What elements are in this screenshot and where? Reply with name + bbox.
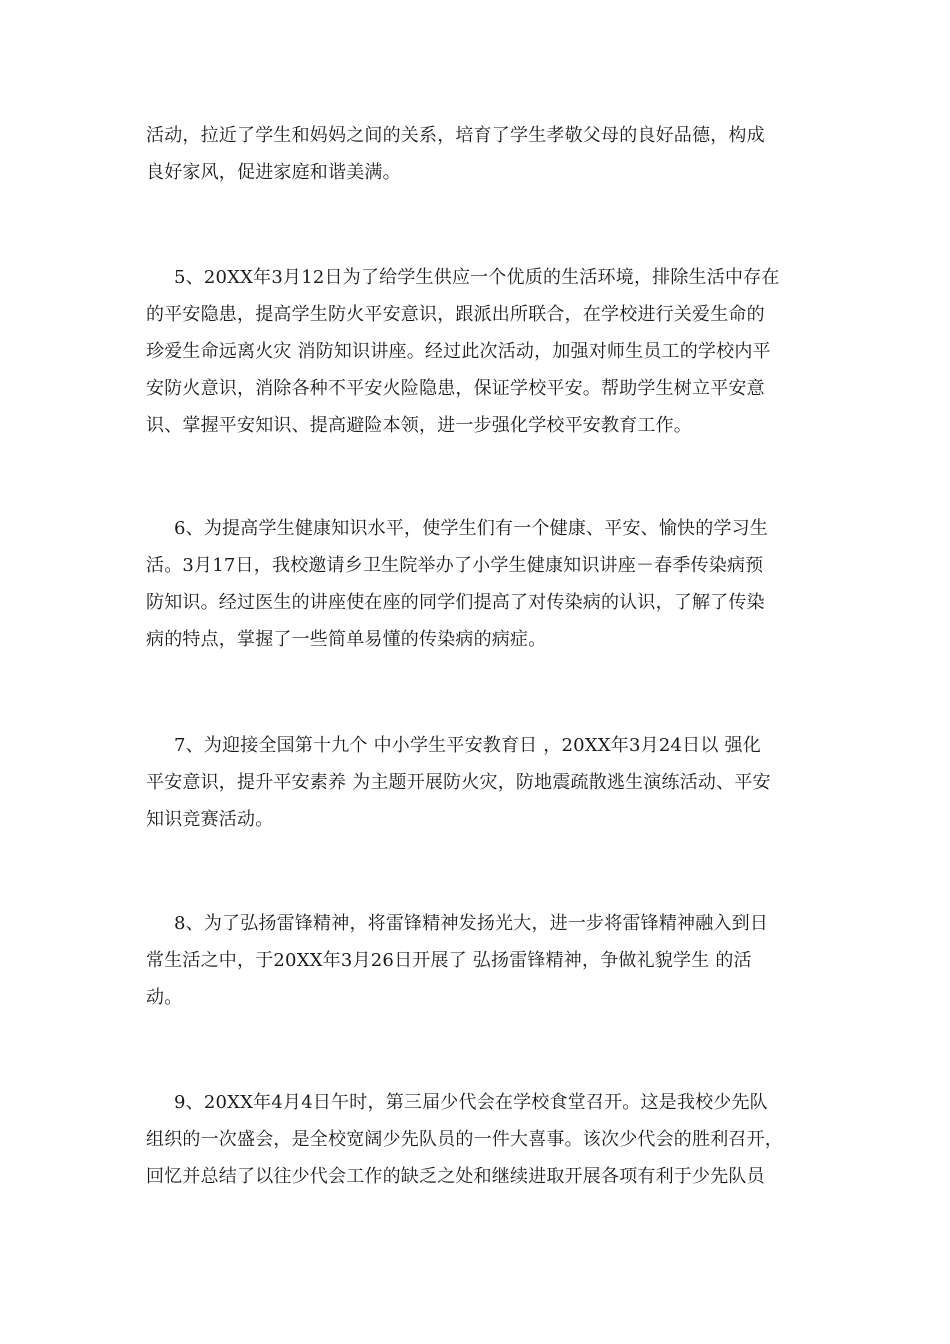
text-line: 良好家风，促进家庭和谐美满。 (146, 162, 401, 183)
text-line: 防知识。经过医生的讲座使在座的同学们提高了对传染病的认识，了解了传染 (146, 592, 765, 613)
paragraph-item-5 (146, 259, 806, 444)
paragraph-item-8 (146, 905, 806, 1016)
text-line: 组织的一次盛会，是全校宽阔少先队员的一件大喜事。该次少代会的胜利召开， (146, 1129, 783, 1150)
text-line: 7、为迎接全国第十九个 中小学生平安教育日 ，20XX年3月24日以 强化 (174, 735, 761, 756)
text-line: 5、20XX年3月12日为了给学生供应一个优质的生活环境，排除生活中存在 (174, 267, 780, 288)
paragraph-continuation (146, 117, 806, 191)
text-line: 的平安隐患，提高学生防火平安意识，跟派出所联合，在学校进行关爱生命的 (146, 304, 765, 325)
text-line: 知识竞赛活动。 (146, 809, 274, 830)
text-line: 9、20XX年4月4日午时，第三届少代会在学校食堂召开。这是我校少先队 (174, 1092, 768, 1113)
text-line: 回忆并总结了以往少代会工作的缺乏之处和继续进取开展各项有利于少先队员 (146, 1166, 765, 1187)
paragraph-item-6 (146, 510, 806, 658)
text-line: 珍爱生命远离火灾 消防知识讲座。经过此次活动，加强对师生员工的学校内平 (146, 341, 771, 362)
text-line: 平安意识，提升平安素养 为主题开展防火灾，防地震疏散逃生演练活动、平安 (146, 772, 771, 793)
text-line: 安防火意识，消除各种不平安火险隐患，保证学校平安。帮助学生树立平安意 (146, 378, 765, 399)
text-line: 活。3月17日，我校邀请乡卫生院举办了小学生健康知识讲座－春季传染病预 (146, 555, 764, 576)
text-line: 6、为提高学生健康知识水平，使学生们有一个健康、平安、愉快的学习生 (174, 518, 769, 539)
paragraph-item-9 (146, 1084, 806, 1195)
text-line: 8、为了弘扬雷锋精神，将雷锋精神发扬光大，进一步将雷锋精神融入到日 (174, 913, 769, 934)
text-line: 活动，拉近了学生和妈妈之间的关系，培育了学生孝敬父母的良好品德，构成 (146, 125, 765, 146)
text-line: 识、掌握平安知识、提高避险本领，进一步强化学校平安教育工作。 (146, 415, 692, 436)
text-line: 病的特点，掌握了一些简单易懂的传染病的病症。 (146, 629, 547, 650)
text-line: 常生活之中，于20XX年3月26日开展了 弘扬雷锋精神，争做礼貌学生 的活 (146, 950, 752, 971)
paragraph-item-7 (146, 727, 806, 838)
text-line: 动。 (146, 987, 183, 1008)
